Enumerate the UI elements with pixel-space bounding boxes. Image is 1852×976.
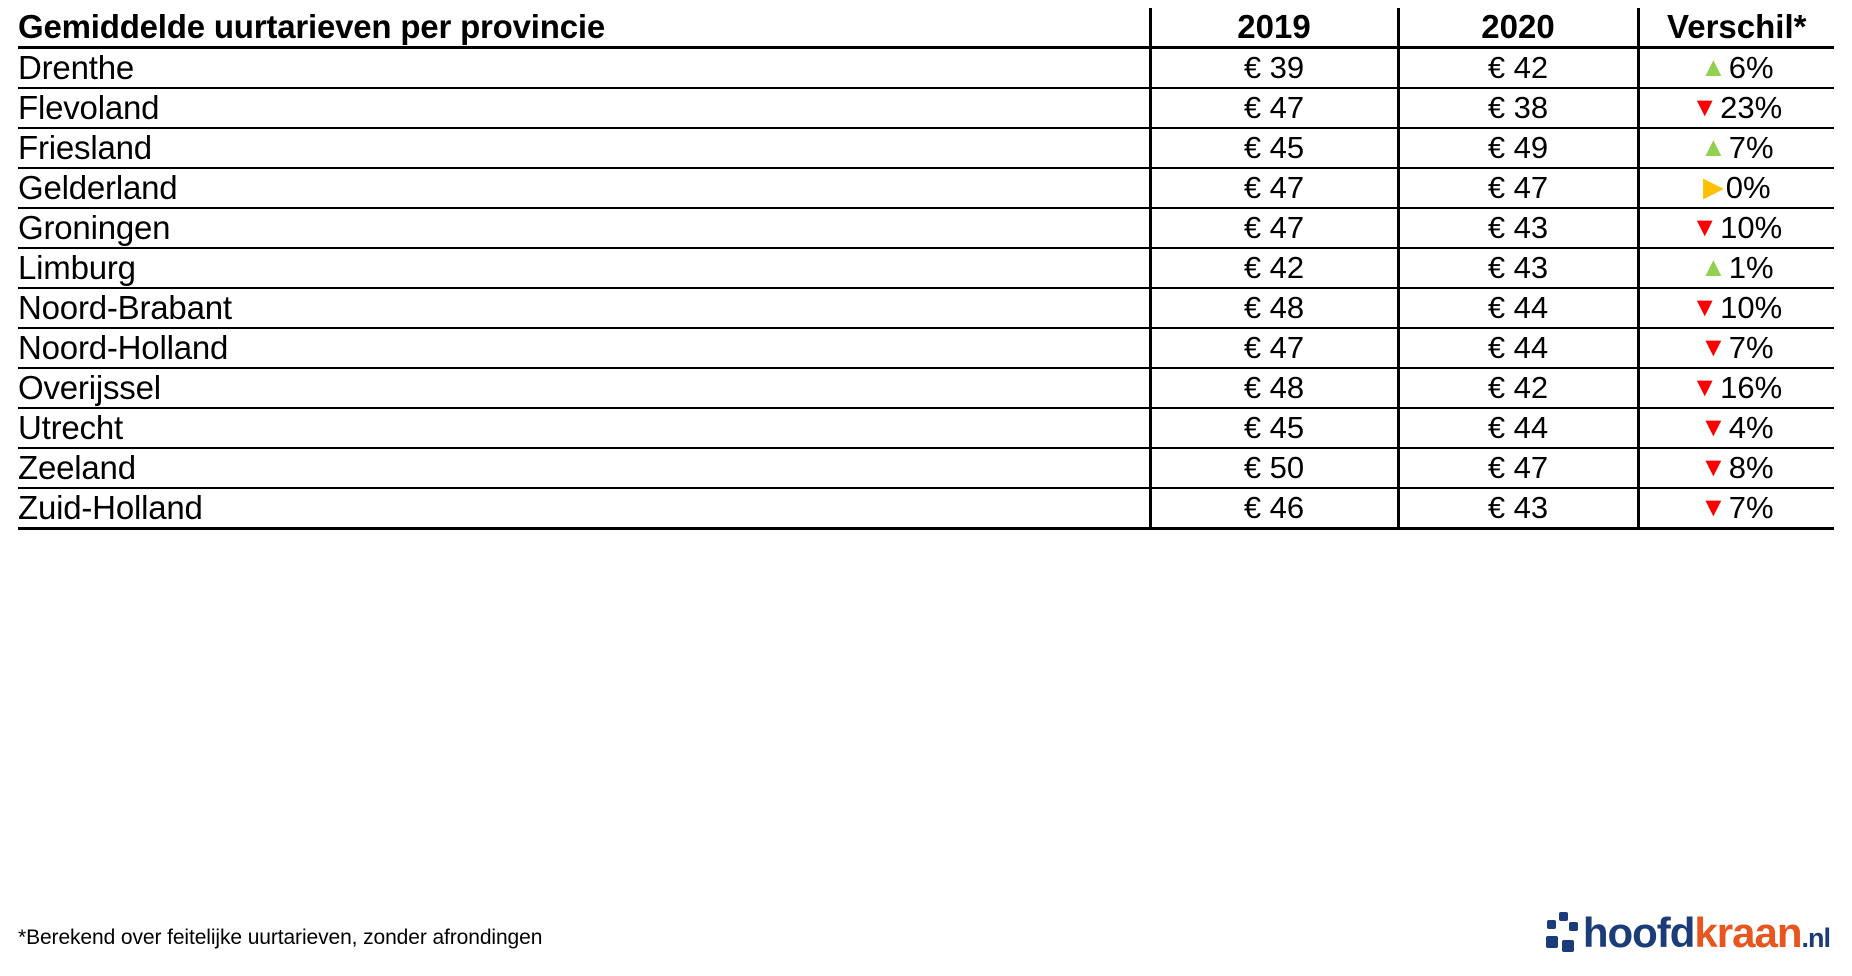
arrow-down-icon: ▼ [1699, 492, 1727, 522]
table-row [18, 48, 1834, 89]
table-row [18, 88, 1834, 128]
cell-province: Overijssel [18, 368, 1150, 408]
logo-text-part1: hoofd [1582, 909, 1695, 956]
table-row [18, 128, 1834, 168]
table-row [18, 448, 1834, 488]
difference-value: 7% [1728, 330, 1774, 365]
cell-province: Flevoland [18, 88, 1150, 128]
cell-difference [1638, 448, 1834, 488]
arrow-down-icon: ▼ [1691, 212, 1719, 242]
arrow-down-icon: ▼ [1691, 372, 1719, 402]
column-header-verschil: Verschil* [1638, 8, 1834, 48]
difference-value: 7% [1728, 130, 1774, 165]
difference-value: 7% [1728, 490, 1774, 525]
cell-difference [1638, 408, 1834, 448]
table-body [18, 48, 1834, 529]
table-row [18, 248, 1834, 288]
arrow-flat-icon: ▶ [1702, 172, 1724, 202]
column-header-province: Gemiddelde uurtarieven per provincie [18, 8, 1150, 48]
arrow-down-icon: ▼ [1691, 292, 1719, 322]
cell-province: Utrecht [18, 408, 1150, 448]
table-header-row [18, 8, 1834, 48]
cell-rate-2020: € 43 [1398, 488, 1638, 529]
cell-rate-2020: € 49 [1398, 128, 1638, 168]
cell-rate-2019: € 45 [1150, 408, 1398, 448]
cell-rate-2019: € 48 [1150, 288, 1398, 328]
difference-value: 16% [1720, 370, 1783, 405]
cell-difference [1638, 128, 1834, 168]
table-row [18, 288, 1834, 328]
cell-difference [1638, 368, 1834, 408]
cell-rate-2020: € 44 [1398, 408, 1638, 448]
cell-province: Zeeland [18, 448, 1150, 488]
arrow-down-icon: ▼ [1691, 92, 1719, 122]
hoofdkraan-logo [1545, 902, 1830, 964]
difference-value: 4% [1728, 410, 1774, 445]
cell-rate-2019: € 48 [1150, 368, 1398, 408]
cell-difference [1638, 208, 1834, 248]
cell-rate-2020: € 43 [1398, 248, 1638, 288]
cell-rate-2019: € 47 [1150, 88, 1398, 128]
hourly-rates-table [18, 8, 1834, 530]
logo-mark-icon [1545, 910, 1579, 956]
table-row [18, 208, 1834, 248]
table-row [18, 408, 1834, 448]
cell-rate-2019: € 47 [1150, 168, 1398, 208]
arrow-down-icon: ▼ [1699, 412, 1727, 442]
cell-difference [1638, 248, 1834, 288]
table-row [18, 328, 1834, 368]
cell-rate-2020: € 38 [1398, 88, 1638, 128]
cell-province: Noord-Brabant [18, 288, 1150, 328]
cell-rate-2019: € 45 [1150, 128, 1398, 168]
cell-rate-2019: € 47 [1150, 208, 1398, 248]
arrow-up-icon: ▲ [1699, 132, 1727, 162]
table-row [18, 488, 1834, 529]
cell-rate-2019: € 50 [1150, 448, 1398, 488]
cell-difference [1638, 48, 1834, 89]
cell-rate-2020: € 42 [1398, 48, 1638, 89]
cell-difference [1638, 288, 1834, 328]
table-row [18, 168, 1834, 208]
cell-rate-2020: € 43 [1398, 208, 1638, 248]
difference-value: 0% [1725, 170, 1771, 205]
arrow-up-icon: ▲ [1699, 252, 1727, 282]
difference-value: 8% [1728, 450, 1774, 485]
cell-rate-2019: € 46 [1150, 488, 1398, 529]
arrow-down-icon: ▼ [1699, 332, 1727, 362]
cell-province: Noord-Holland [18, 328, 1150, 368]
cell-province: Limburg [18, 248, 1150, 288]
difference-value: 23% [1720, 90, 1783, 125]
difference-value: 6% [1728, 50, 1774, 85]
cell-rate-2020: € 44 [1398, 288, 1638, 328]
cell-rate-2020: € 44 [1398, 328, 1638, 368]
cell-rate-2020: € 47 [1398, 168, 1638, 208]
column-header-2020: 2020 [1398, 8, 1638, 48]
cell-difference [1638, 488, 1834, 529]
cell-province: Gelderland [18, 168, 1150, 208]
logo-text-part3: .nl [1801, 923, 1830, 953]
cell-rate-2019: € 39 [1150, 48, 1398, 89]
logo-text-part2: kraan [1694, 909, 1802, 956]
arrow-up-icon: ▲ [1699, 52, 1727, 82]
difference-value: 10% [1720, 290, 1783, 325]
difference-value: 10% [1720, 210, 1783, 245]
cell-difference [1638, 88, 1834, 128]
footnote: *Berekend over feitelijke uurtarieven, zonder afrondingen [18, 926, 543, 949]
logo-wordmark [1582, 909, 1830, 956]
cell-province: Zuid-Holland [18, 488, 1150, 529]
arrow-down-icon: ▼ [1699, 452, 1727, 482]
cell-rate-2019: € 42 [1150, 248, 1398, 288]
cell-province: Drenthe [18, 48, 1150, 89]
cell-province: Friesland [18, 128, 1150, 168]
table-row [18, 368, 1834, 408]
cell-rate-2019: € 47 [1150, 328, 1398, 368]
cell-difference [1638, 328, 1834, 368]
cell-rate-2020: € 42 [1398, 368, 1638, 408]
difference-value: 1% [1728, 250, 1774, 285]
cell-province: Groningen [18, 208, 1150, 248]
column-header-2019: 2019 [1150, 8, 1398, 48]
cell-difference [1638, 168, 1834, 208]
cell-rate-2020: € 47 [1398, 448, 1638, 488]
